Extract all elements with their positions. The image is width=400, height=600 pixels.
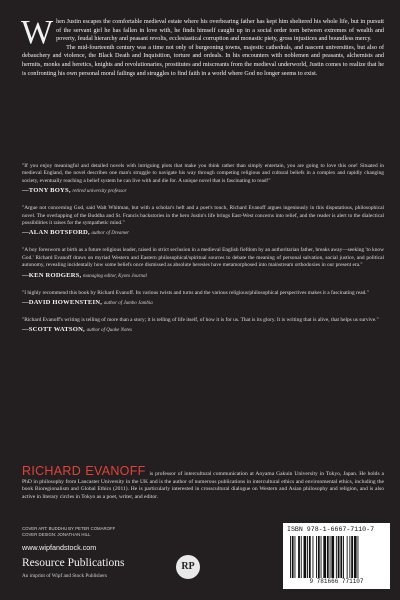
endorser-affiliation: managing editor, Kyoto Journal bbox=[83, 273, 147, 279]
synopsis bbox=[21, 14, 384, 78]
synopsis-paragraph-1: hen Justin escapes the comfortable medieval estate where his overbearing father has kept him sheltered his whole life, but in pursuit of the servant girl he has fallen in love with, he finds himself caught up in a social order torn between extremes of wealth and poverty, feudal hierarchy and peasant revolts, ecclesiastical corruption and monastic piety, gross injustices and boundless mercy. bbox=[56, 19, 384, 43]
endorser-name: —DAVID HOWENSTEIN, bbox=[22, 299, 103, 307]
author-bio-text: is professor of intercultural communication at Aoyama Gakuin University in Tokyo, Japan. He holds a PhD in philosophy from Lancaster University in the UK and is the author of numerous publications in intercultural ethics and environmental ethics, including the book Bioregionalism and Global Ethics (2011). He is particularly interested in crosscultural dialogue on Western and Asian philosophy and religion, and is also active in literary circles in Tokyo as a poet, writer, and editor. bbox=[22, 471, 384, 500]
barcode-digits: 9 781666 771107 bbox=[309, 578, 364, 585]
endorser-affiliation: author of Quake Notes bbox=[86, 328, 132, 334]
endorsement-text: "A boy foresworn at birth as a future religious leader, raised in strict seclusion in a medieval English fiefdom by an authoritarian father, breaks away—seeking 'to know God.' Richard Evanoff draws on myriad Western and Eastern philosophical/spiritual sources to debate the meaning of personal salvation, social justice, and political autonomy, revealing incidentally how some beliefs once dismissed as absolute heresies have metamorphosed into mainstream orthodoxies in our present era." bbox=[22, 247, 384, 269]
author-bio bbox=[22, 464, 384, 501]
endorser-affiliation: retired university professor bbox=[72, 189, 127, 195]
isbn-barcode bbox=[283, 523, 390, 589]
endorsement-text: "I highly recommend this book by Richard Evanoff. Its various twists and turns and the various religious/philosophical perspectives makes it a fascinating read." bbox=[22, 289, 369, 296]
endorsement-attribution bbox=[22, 228, 384, 238]
endorsement-text: "Argue not concerning God, said Walt Whitman, but with a scholar's heft and a poet's touch, Richard Evanoff argues ingeniously in this disputatious, philosophical novel. The overlapping of the Buddha and St. Francis backstories in the hero Justin's life brings East-West concerns into relief, and the reader is alert to the dialectical possibilities it raises for the sympathetic mind." bbox=[22, 205, 384, 227]
barcode-icon bbox=[289, 536, 384, 578]
endorsement-text: "Richard Evanoff's writing is telling of more than a story; it is telling of life itself, of how it is for us. That is its glory. It is writing that is alive, that helps us survive." bbox=[22, 317, 379, 324]
endorsement bbox=[22, 317, 384, 335]
endorser-name: —KEN RODGERS, bbox=[22, 271, 82, 279]
endorsement-attribution bbox=[22, 186, 384, 196]
endorser-name: —TONY BOYS, bbox=[22, 187, 71, 195]
drop-cap: W bbox=[21, 14, 54, 51]
endorsement bbox=[22, 247, 384, 280]
author-name: RICHARD EVANOFF bbox=[22, 464, 146, 478]
endorsement-attribution bbox=[22, 325, 384, 335]
endorsement bbox=[22, 205, 384, 238]
endorser-name: —SCOTT WATSON, bbox=[22, 326, 85, 334]
publisher-name: Resource Publications bbox=[22, 557, 125, 569]
endorsement-text: "If you enjoy meaningful and detailed novels with intriguing plots that make you think rather than simply entertain, you are going to love this one! Situated in medieval England, the novel describes one man's struggle to navigate his way through competing religious and cultural beliefs in a complex and rapidly changing society, eventually reaching a belief system he can live with and die for. A unique novel that is fascinating to read!" bbox=[22, 163, 384, 184]
cover-credits bbox=[22, 526, 115, 538]
cover-art-credit: COVER ART: BUDDHU BY PETER COMAROFF bbox=[22, 526, 116, 531]
endorser-affiliation: author of Dreamer bbox=[91, 231, 130, 237]
publisher-imprint: An imprint of Wipf and Stock Publishers bbox=[22, 573, 107, 579]
endorsement bbox=[22, 163, 384, 196]
endorser-affiliation: author of Jumbo Jambia bbox=[103, 301, 153, 307]
endorsement bbox=[22, 290, 384, 308]
endorser-name: —ALAN BOTSFORD, bbox=[22, 229, 90, 237]
isbn-label: ISBN 978-1-6667-7110-7 bbox=[287, 526, 375, 533]
endorsements bbox=[22, 163, 384, 344]
publisher-website: www.wipfandstock.com bbox=[22, 543, 97, 552]
endorsement-attribution bbox=[22, 271, 384, 281]
endorsement-attribution bbox=[22, 298, 384, 308]
publisher-logo-icon: RP bbox=[176, 555, 200, 579]
cover-design-credit: COVER DESIGN: JONATHAN HILL bbox=[22, 531, 91, 537]
synopsis-paragraph-2: The mid-fourteenth century was a time not only of burgeoning towns, majestic cathedrals, and nascent universities, but also of debauchery and violence, the Black Death and Inquisition, torture and ordeals. In his encounters with noblemen and peasants, alchemists and hermits, monks and heretics, knights and revolutionaries, prostitutes and miscreants from the medieval underworld, Justin comes to realize that he is confronting his own personal moral failings and struggles to find faith in a world where God no longer seems to exist. bbox=[22, 44, 384, 77]
